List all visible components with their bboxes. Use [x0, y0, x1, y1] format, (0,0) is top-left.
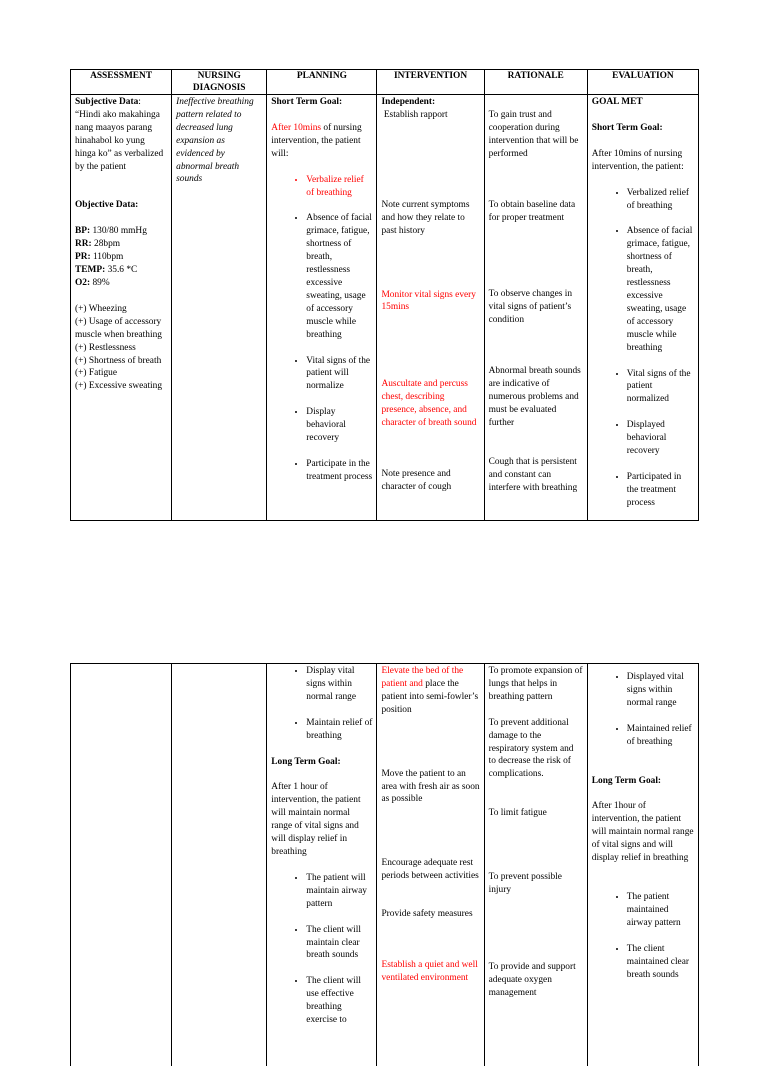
list-item: • Display vital signs within normal range: [306, 665, 372, 704]
rationale-item: To observe changes in vital signs of patient’s condition: [489, 288, 583, 327]
vital-rr: RR: 28bpm: [75, 238, 167, 251]
planning-list: [271, 717, 372, 743]
list-item: • Verbalize relief of breathing: [306, 174, 372, 200]
header-assessment: ASSESSMENT: [71, 70, 172, 95]
eval-intro: After 10mins of nursing intervention, the patient:: [592, 148, 694, 174]
vital-signs-list: [75, 225, 167, 290]
vital-o2: O2: 89%: [75, 277, 167, 290]
intervention-item: Note presence and character of cough: [381, 468, 479, 494]
nursing-diagnosis-text: Ineffective breathing pattern related to decreased lung expansion as evidenced by abnormal breath sounds: [176, 96, 262, 186]
diagnosis-cell-empty: [172, 664, 267, 1066]
rationale-item: Abnormal breath sounds are indicative of numerous problems and must be evaluated further: [489, 365, 583, 430]
eval-list: [592, 225, 694, 354]
assessment-cell: [71, 95, 172, 521]
list-item: • Vital signs of the patient will normalize: [306, 355, 372, 394]
rationale-item: To prevent possible injury: [489, 871, 583, 897]
intervention-item: Monitor vital signs every 15mins: [381, 289, 479, 315]
rationale-item: To promote expansion of lungs that helps in breathing pattern: [489, 665, 583, 704]
subjective-text: “Hindi ako makahinga nang maayos parang hinahabol ko yung hinga ko” as verbalized by the patient: [75, 110, 163, 172]
header-intervention: INTERVENTION: [377, 70, 484, 95]
eval-list: [592, 419, 694, 458]
eval-list: [592, 187, 694, 213]
list-item: • Participated in the treatment process: [627, 471, 694, 510]
rationale-item: To limit fatigue: [489, 807, 583, 820]
eval-list: [592, 891, 694, 930]
planning-list: [271, 665, 372, 704]
care-plan-table-page-1: [70, 69, 699, 521]
list-item: • The patient maintained airway pattern: [627, 891, 694, 930]
list-item: • Participate in the treatment process: [306, 458, 372, 484]
header-evaluation: EVALUATION: [587, 70, 698, 95]
goal-met-label: GOAL MET: [592, 96, 694, 109]
list-item: • Displayed behavioral recovery: [627, 419, 694, 458]
planning-list: [271, 872, 372, 911]
eval-long-term-goal-label: Long Term Goal:: [592, 775, 694, 788]
list-item: • The client maintained clear breath sounds: [627, 943, 694, 982]
vital-bp: BP: 130/80 mmHg: [75, 225, 167, 238]
list-item: • The client will use effective breathing exercise to: [306, 975, 372, 1027]
long-term-goal-label: Long Term Goal:: [271, 756, 372, 769]
objective-label: Objective Data:: [75, 199, 167, 212]
eval-long-term-goal-text: After 1hour of intervention, the patient will maintain normal range of vital signs and will display relief in breathing: [592, 800, 694, 865]
planning-cell: [267, 664, 377, 1066]
list-item: • Absence of facial grimace, fatigue, shortness of breath, restlessness excessive sweating, usage of accessory muscle while breathing: [306, 212, 372, 341]
planning-list: [271, 975, 372, 1027]
evaluation-cell: [587, 95, 698, 521]
evaluation-cell: [587, 664, 698, 1066]
list-item: • The patient will maintain airway pattern: [306, 872, 372, 911]
list-item: • Vital signs of the patient normalized: [627, 368, 694, 407]
table-row: [71, 664, 699, 1066]
short-term-goal-list-cont: [271, 406, 372, 445]
short-term-goal-list: [271, 174, 372, 200]
diagnosis-cell: [172, 95, 267, 521]
list-item: • Absence of facial grimace, fatigue, shortness of breath, restlessness excessive sweating, usage of accessory muscle while breathing: [627, 225, 694, 354]
care-plan-table-page-2: [70, 663, 699, 1066]
finding-item: (+) Wheezing: [75, 303, 167, 316]
intervention-item: Establish rapport: [381, 109, 479, 122]
intervention-item: Elevate the bed of the patient and place the patient into semi-fowler’s position: [381, 665, 479, 717]
eval-short-term-goal-label: Short Term Goal:: [592, 122, 694, 135]
short-term-goal-list-cont: [271, 355, 372, 394]
intervention-item: Move the patient to an area with fresh air as soon as possible: [381, 768, 479, 807]
list-item: • Displayed vital signs within normal range: [627, 671, 694, 710]
rationale-item: To provide and support adequate oxygen management: [489, 961, 583, 1000]
short-term-goal-list-cont: [271, 458, 372, 484]
header-rationale: RATIONALE: [484, 70, 587, 95]
list-item: • Maintained relief of breathing: [627, 723, 694, 749]
finding-item: (+) Usage of accessory muscle when breathing: [75, 316, 167, 342]
findings-list: [75, 303, 167, 393]
intervention-cell: [377, 664, 484, 1066]
list-item: • Verbalized relief of breathing: [627, 187, 694, 213]
list-item: • Display behavioral recovery: [306, 406, 372, 445]
short-term-goal-intro: After 10mins of nursing intervention, the patient will:: [271, 122, 372, 161]
eval-list: [592, 723, 694, 749]
rationale-cell: [484, 664, 587, 1066]
subjective-data: Subjective Data: “Hindi ako makahinga nang maayos parang hinahabol ko yung hinga ko” as verbalized by the patient: [75, 96, 167, 173]
header-nursing-diagnosis: NURSING DIAGNOSIS: [172, 70, 267, 95]
intervention-item: Provide safety measures: [381, 908, 479, 921]
vital-temp: TEMP: 35.6 *C: [75, 264, 167, 277]
finding-item: (+) Shortness of breath: [75, 355, 167, 368]
rationale-item: Cough that is persistent and constant can interfere with breathing: [489, 456, 583, 495]
eval-list: [592, 943, 694, 982]
list-item: • Maintain relief of breathing: [306, 717, 372, 743]
short-term-goal-list-cont: [271, 212, 372, 341]
short-term-goal-label: Short Term Goal:: [271, 96, 372, 109]
header-planning: PLANNING: [267, 70, 377, 95]
intervention-item: Note current symptoms and how they relate to past history: [381, 199, 479, 238]
rationale-item: To gain trust and cooperation during intervention that will be performed: [489, 109, 583, 161]
rationale-cell: [484, 95, 587, 521]
table-row: [71, 95, 699, 521]
finding-item: (+) Fatigue: [75, 367, 167, 380]
independent-label: Independent:: [381, 96, 479, 109]
assessment-cell-empty: [71, 664, 172, 1066]
vital-pr: PR: 110bpm: [75, 251, 167, 264]
rationale-item: To obtain baseline data for proper treatment: [489, 199, 583, 225]
list-item: • The client will maintain clear breath sounds: [306, 924, 372, 963]
eval-list: [592, 671, 694, 710]
planning-cell: [267, 95, 377, 521]
eval-list: [592, 368, 694, 407]
rationale-item: To prevent additional damage to the respiratory system and to decrease the risk of complications.: [489, 717, 583, 782]
finding-item: (+) Restlessness: [75, 342, 167, 355]
finding-item: (+) Excessive sweating: [75, 380, 167, 393]
eval-list: [592, 471, 694, 510]
intervention-item: Encourage adequate rest periods between activities: [381, 857, 479, 883]
intervention-cell: [377, 95, 484, 521]
intervention-item: Auscultate and percuss chest, describing presence, absence, and character of breath sound: [381, 378, 479, 430]
planning-list: [271, 924, 372, 963]
intervention-item: Establish a quiet and well ventilated environment: [381, 959, 479, 985]
long-term-goal-text: After 1 hour of intervention, the patient will maintain normal range of vital signs and will display relief in breathing: [271, 781, 372, 858]
header-row: [71, 70, 699, 95]
